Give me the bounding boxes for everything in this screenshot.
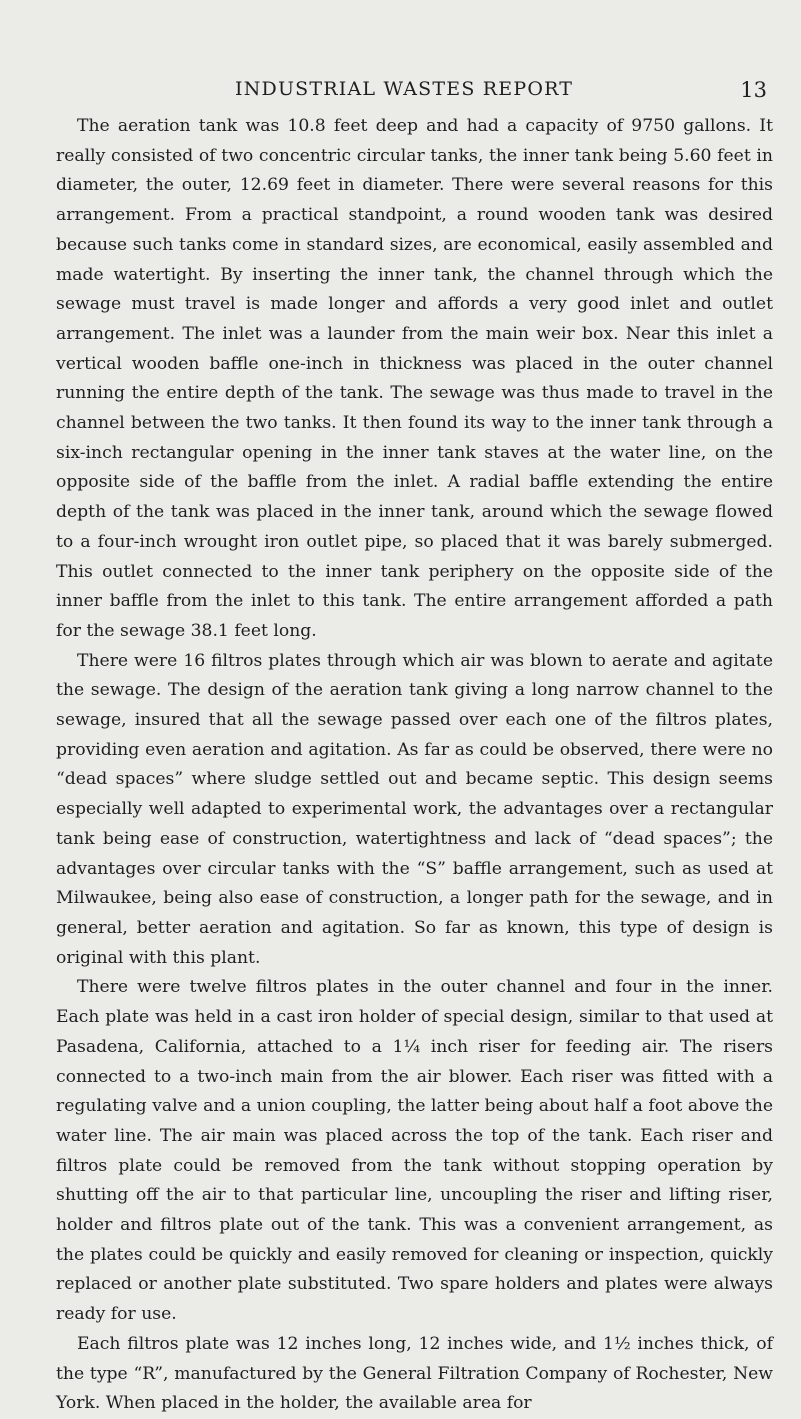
page-header xyxy=(235,78,775,106)
paragraph-filtros-plates: There were 16 filtros plates through which air was blown to aerate and agitate the sewage. The design of the aeration tank giving a long narrow channel to the sewage, insured that all the sewage passed over each one of the filtros plates, providing even aeration and agitation. As far as could be observed, there were no “dead spaces” where sludge settled out and became septic. This design seems especially well adapted to experimental work, the advantages over a rectangular tank being ease of construction, watertightness and lack of “dead spaces”; the advantages over circular tanks with the “S” baffle arrangement, such as used at Milwaukee, being also ease of construction, a longer path for the sewage, and in general, better aeration and agitation. So far as known, this type of design is original with this plant. xyxy=(56,650,773,968)
body-text xyxy=(56,112,773,1419)
page-number: 13 xyxy=(740,78,767,102)
paragraph-aeration-tank: The aeration tank was 10.8 feet deep and had a capacity of 9750 gallons. It really consisted of two concentric circular tanks, the inner tank being 5.60 feet in diameter, the outer, 12.69 feet in diameter. There were several reasons for this arrangement. From a practical standpoint, a round wooden tank was desired because such tanks come in standard sizes, are economical, easily assembled and made watertight. By inserting the inner tank, the channel through which the sewage must travel is made longer and affords a very good inlet and outlet arrangement. The inlet was a launder from the main weir box. Near this inlet a vertical wooden baffle one-inch in thickness was placed in the outer channel running the entire depth of the tank. The sewage was thus made to travel in the channel between the two tanks. It then found its way to the inner tank through a six-inch rectangular opening in the inner tank staves at the water line, on the opposite side of the baffle from the inlet. A radial baffle extending the entire depth of the tank was placed in the inner tank, around which the sewage flowed to a four-inch wrought iron outlet pipe, so placed that it was barely submerged. This outlet connected to the inner tank periphery on the opposite side of the inner baffle from the inlet to this tank. The entire arrangement afforded a path for the sewage 38.1 feet long. xyxy=(56,116,773,641)
running-title: INDUSTRIAL WASTES REPORT xyxy=(235,78,574,100)
paragraph-plate-specification: Each filtros plate was 12 inches long, 12 inches wide, and 1½ inches thick, of the type “R”, manufactured by the General Filtration Company of Rochester, New York. When placed in the holder, the available area for xyxy=(56,1333,773,1414)
paragraph-plate-arrangement: There were twelve filtros plates in the outer channel and four in the inner. Each plate was held in a cast iron holder of special design, similar to that used at Pasadena, California, attached to a 1¼ inch riser for feeding air. The risers connected to a two-inch main from the air blower. Each riser was fitted with a regulating valve and a union coupling, the latter being about half a foot above the water line. The air main was placed across the top of the tank. Each riser and filtros plate could be removed from the tank without stopping operation by shutting off the air to that particular line, uncoupling the riser and lifting riser, holder and filtros plate out of the tank. This was a convenient arrangement, as the plates could be quickly and easily removed for cleaning or inspection, quickly replaced or another plate substituted. Two spare holders and plates were always ready for use. xyxy=(56,977,773,1325)
